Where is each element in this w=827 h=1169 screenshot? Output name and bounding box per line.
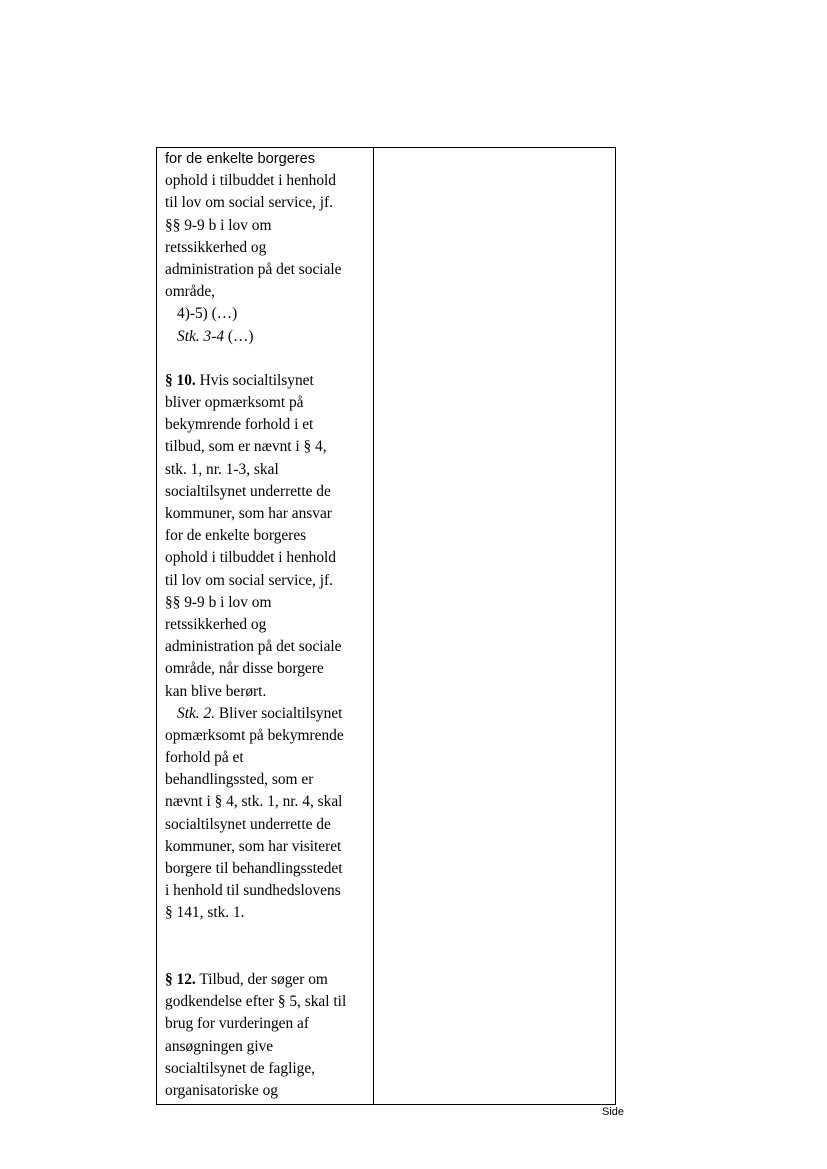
text-line: bekymrende forhold i et: [165, 416, 314, 434]
text-line: godkendelse efter § 5, skal til: [165, 993, 347, 1011]
text-line: ophold i tilbuddet i henhold: [165, 549, 336, 567]
text-line: til lov om social service, jf.: [165, 571, 333, 589]
text-line: for de enkelte borgeres: [165, 527, 307, 545]
text-line: retssikkerhed og: [165, 615, 267, 633]
text-line: opmærksomt på bekymrende: [165, 726, 344, 744]
text-line: retssikkerhed og: [165, 238, 267, 256]
text-line: §§ 9-9 b i lov om: [165, 593, 272, 611]
text-line: administration på det sociale: [165, 260, 342, 278]
text-line: behandlingssted, som er: [165, 771, 314, 789]
section-number: § 10.: [165, 371, 196, 389]
text-line: kan blive berørt.: [165, 682, 267, 700]
text-line: socialtilsynet underrette de: [165, 482, 331, 500]
law-text-column: [165, 148, 370, 1102]
text-line: organisatoriske og: [165, 1081, 278, 1099]
text-line: stk. 1, nr. 1-3, skal: [165, 460, 279, 478]
text-line: tilbud, som er nævnt i § 4,: [165, 438, 327, 456]
text-line: brug for vurderingen af: [165, 1015, 310, 1033]
stk-label: Stk. 2.: [177, 704, 216, 722]
text-line: område, når disse borgere: [165, 660, 324, 678]
document-table: [156, 147, 616, 1105]
list-item-4-5: 4)-5) (…): [177, 305, 238, 323]
text-line: borgere til behandlingsstedet: [165, 860, 343, 877]
section-12-heading-line: § 12. Tilbud, der søger om: [165, 970, 328, 988]
section-10-heading-line: § 10. Hvis socialtilsynet: [165, 371, 314, 389]
text-line: § 141, stk. 1.: [165, 904, 245, 922]
text-line: område,: [165, 283, 215, 301]
text-line: socialtilsynet de faglige,: [165, 1059, 316, 1077]
text-line: socialtilsynet underrette de: [165, 815, 331, 833]
stk-2-line: Stk. 2. Bliver socialtilsynet: [177, 704, 343, 722]
text-line: administration på det sociale: [165, 638, 342, 656]
text-line: §§ 9-9 b i lov om: [165, 216, 272, 234]
stk-label: Stk. 3-4: [177, 327, 225, 345]
text-line: til lov om social service, jf.: [165, 194, 333, 212]
text-line: ansøgningen give: [165, 1037, 274, 1055]
text-line: nævnt i § 4, stk. 1, nr. 4, skal: [165, 793, 343, 811]
text-line: ophold i tilbuddet i henhold: [165, 172, 336, 190]
page-footer: Side: [602, 1106, 625, 1118]
section-number: § 12.: [165, 970, 196, 988]
text-line: kommuner, som har visiteret: [165, 837, 342, 855]
text-line: for de enkelte borgeres: [165, 151, 316, 167]
text-line: forhold på et: [165, 749, 244, 767]
text-line: kommuner, som har ansvar: [165, 505, 332, 522]
text-line: i henhold til sundhedslovens: [165, 882, 341, 900]
empty-column: [374, 148, 615, 1104]
stk-3-4-line: Stk. 3-4 (…): [177, 327, 254, 345]
text-line: bliver opmærksomt på: [165, 394, 304, 412]
